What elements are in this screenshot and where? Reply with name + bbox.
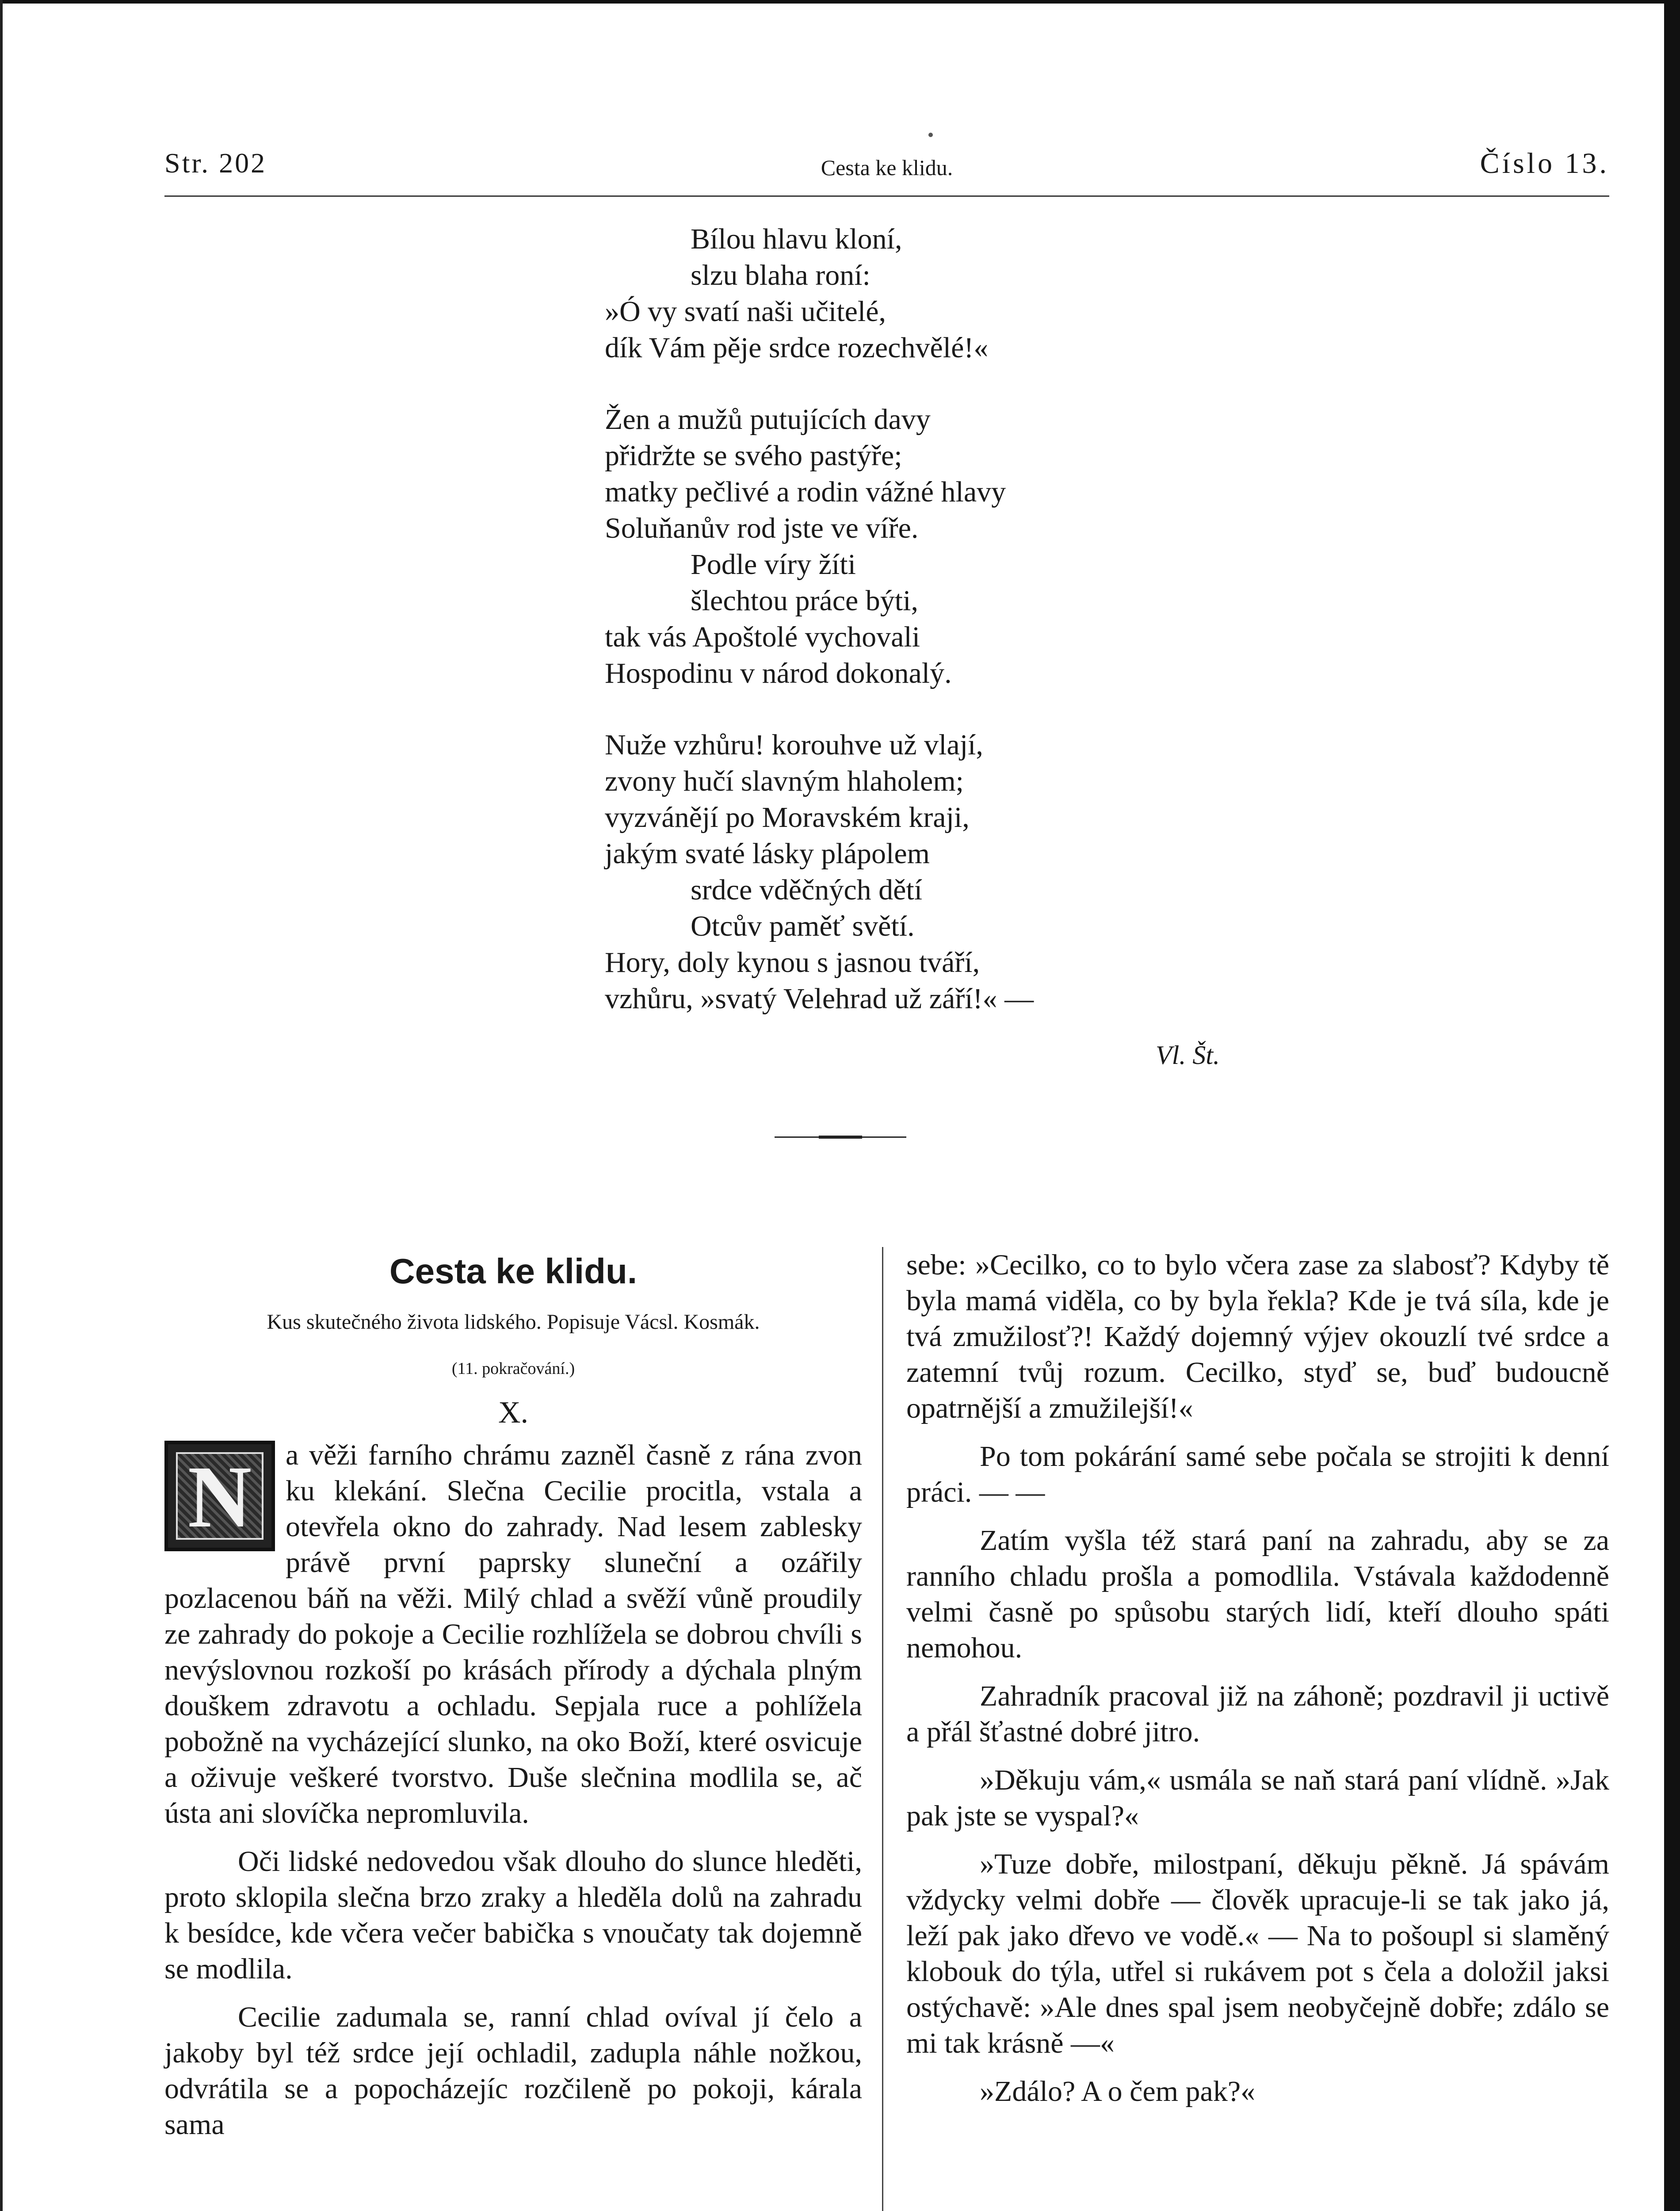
poem-line: Podle víry žíti [691,548,856,581]
article-paragraph: »Tuze dobře, milostpaní, děkuju pěkně. Já spávám vždycky velmi dobře — člověk upracuje-li se tak jako já, leží pak jako dřevo ve vodě.« — Na to pošoupl si slaměný klobouk do týla, utřel si rukávem pot s čela a doložil jaksi ostýchavě: »Ale dnes spal jsem neobyčejně dobře; zdálo se mi tak krásně —« [906,1848,1609,2059]
running-title: Cesta ke klidu. [821,155,953,180]
poem-line: srdce vděčných dětí [691,874,923,906]
poem-signature: Vl. Št. [1156,1040,1220,1070]
article-paragraph: »Děkuju vám,« usmála se naň stará paní vlídně. »Jak pak jste se vyspal?« [906,1764,1609,1832]
section-separator-left [775,1136,819,1138]
poem-line: přidržte se svého pastýře; [605,440,902,472]
section-separator-center [819,1136,862,1139]
article-paragraph: Zatím vyšla též stará paní na zahradu, aby se za ranního chladu prošla a pomodlila. Vstávala každodenně velmi časně po spůsobu starých lidí, kteří dlouho spáti nemohou. [906,1524,1609,1664]
poem-line: dík Vám pěje srdce rozechvělé!« [605,332,989,364]
poem-line: tak vás Apoštolé vychovali [605,621,920,653]
article-paragraph: Po tom pokárání samé sebe počala se strojiti k denní práci. — — [906,1440,1609,1508]
poem-line: vzhůru, »svatý Velehrad už září!« — [605,983,1034,1015]
paragraph-text: a věži farního chrámu zazněl časně z rána zvon ku klekání. Slečna Cecilie procitla, vstala a otevřela okno do zahrady. Nad lesem zablesky právě první paprsky sluneční a ozářily pozlacenou báň na věži. Milý chlad a svěží vůně proudily ze zahrady do pokoje a Cecilie rozhlížela se dobrou chvíli s nevýslovnou rozkoší po krásách přírody a dýchala plným douškem zdravotu a ochladu. Sepjala ruce a pohlížela pobožně na vycházející slunko, na oko Boží, které osvicuje a oživuje veškeré tvorstvo. Duše slečnina modlila se, ač ústa ani slovíčka nepromluvila. [164,1439,862,1829]
poem-line: matky pečlivé a rodin vážné hlavy [605,476,1006,508]
article-title: Cesta ke klidu. [389,1251,638,1291]
poem-line: Otcův paměť světí. [691,910,915,942]
poem-line: Hospodinu v národ dokonalý. [605,657,952,689]
chapter-number: X. [498,1396,529,1430]
article-left-column [164,1247,862,2155]
poem-line: Žen a mužů putujících davy [605,403,931,436]
poem-line: zvony hučí slavným hlaholem; [605,765,964,797]
poem-line: Soluňanův rod jste ve víře. [605,512,919,544]
poem-stanza [605,727,1268,1017]
poem [605,221,1268,1052]
poem-line: jakým svaté lásky plápolem [605,838,930,870]
page-header [164,147,1609,197]
poem-line: Nuže vzhůru! korouhve už vlají, [605,729,983,761]
article-paragraph: »Zdálo? A o čem pak?« [980,2075,1256,2108]
dropcap-initial [164,1441,275,1551]
article-paragraph: Zahradník pracoval již na záhoně; pozdravil ji uctivě a přál šťastné dobré jitro. [906,1680,1609,1748]
poem-line: slzu blaha roní: [691,259,871,291]
poem-stanza [605,221,1268,366]
poem-line: šlechtou práce býti, [691,585,918,617]
page-number: Str. 202 [164,147,267,179]
article-right-column [906,1247,1609,2122]
article-byline: Kus skutečného života lidského. Popisuje Vácsl. Kosmák. [267,1310,760,1334]
poem-line: vyzvánějí po Moravském kraji, [605,801,970,834]
article-paragraph: sebe: »Cecilko, co to bylo včera zase za slabosť? Kdyby tě byla mamá viděla, co by byla řekla? Kde je tvá síla, kde je tvá zmužilosť?! Každý dojemný výjev okouzlí tvé srdce a zatemní tvůj rozum. Cecilko, styď se, buď budoucně opatrnější a zmužilejší!« [906,1249,1609,1424]
dropcap-letter: N [187,1448,252,1546]
poem-line: Bílou hlavu kloní, [691,223,902,255]
article-paragraph: Cecilie zadumala se, ranní chlad ovíval jí čelo a jakoby byl též srdce její ochladil, zadupla náhle nožkou, odvrátila se a popocházejíc rozčileně po pokoji, kárala sama [164,2001,862,2141]
section-separator-right [862,1136,906,1138]
right-paragraphs [906,1247,1609,2109]
scan-border-right [1664,0,1680,2211]
issue-number: Číslo 13. [1480,147,1609,180]
article-paragraph: Oči lidské nedovedou však dlouho do slunce hleděti, proto sklopila slečna brzo zraky a hleděla dolů na zahradu k besídce, kde včera večer babička s vnoučaty tak dojemně se modlila. [164,1845,862,1985]
column-rule [882,1247,883,2211]
left-paragraphs [164,1437,862,2142]
poem-stanza [605,402,1268,692]
scan-border-top [0,0,1680,4]
scan-border-left [0,0,3,2211]
poem-line: »Ó vy svatí naši učitelé, [605,295,886,328]
poem-line: Hory, doly kynou s jasnou tváří, [605,946,980,979]
ink-speck [928,133,933,137]
continuation-note: (11. pokračování.) [451,1359,575,1378]
article-paragraph [164,1437,862,1831]
